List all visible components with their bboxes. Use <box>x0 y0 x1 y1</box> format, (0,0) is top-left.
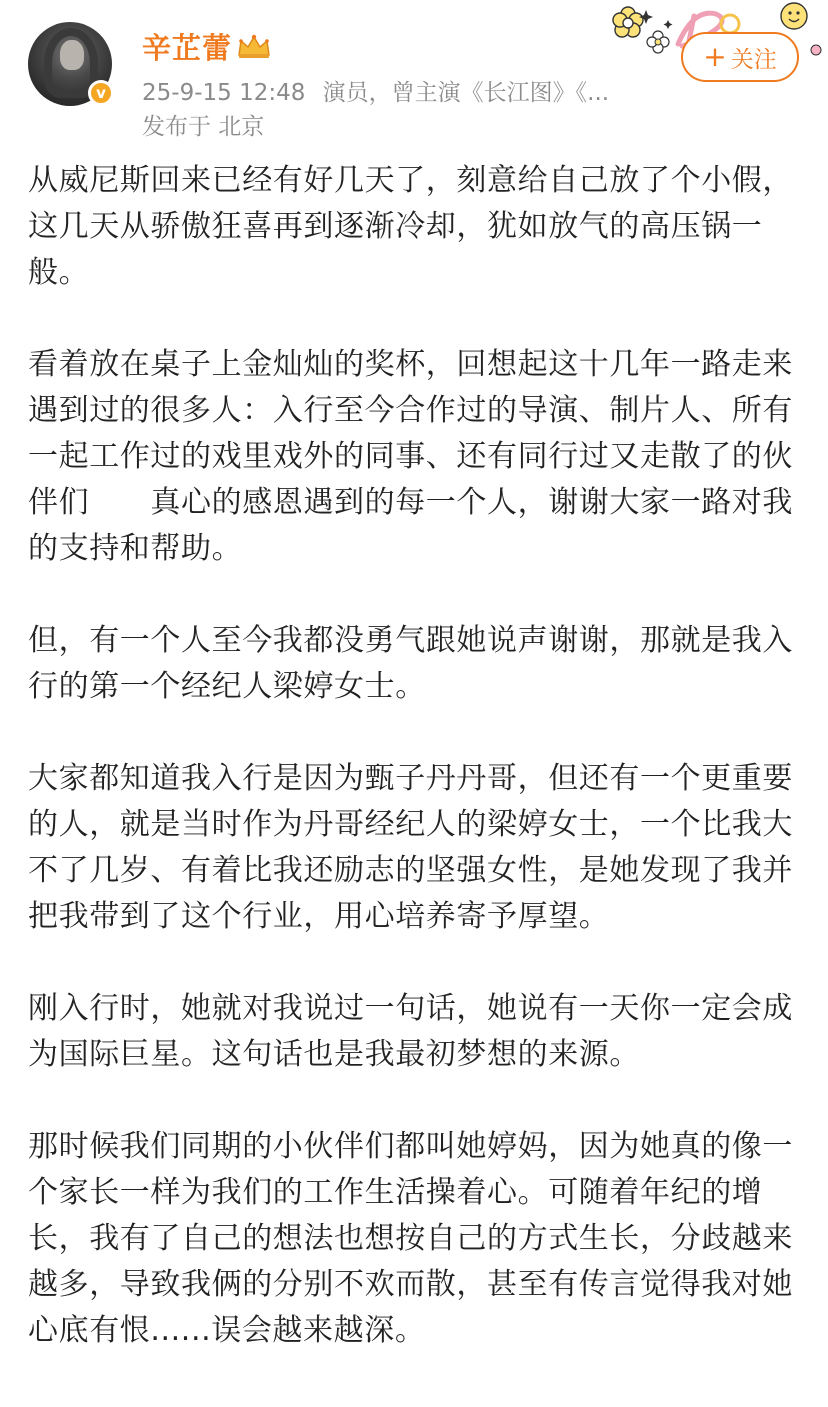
post-header <box>0 0 828 150</box>
author-description: 演员，曾主演《长江图》《... <box>322 80 610 106</box>
verified-badge-icon: v <box>88 80 114 106</box>
post-location: 发布于 北京 <box>142 114 265 140</box>
author-name[interactable]: 辛芷蕾 <box>142 31 233 65</box>
follow-button[interactable] <box>681 32 799 82</box>
paragraph-2: 看着放在桌子上金灿灿的奖杯，回想起这十几年一路走来遇到过的很多人：入行至今合作过的导演、制片人、所有一起工作过的戏里戏外的同事、还有同行过又走散了的伙伴们 真心的感恩遇到的每一个人，谢谢大家一路对我的支持和帮助。 <box>28 347 793 566</box>
paragraph-1: 从威尼斯回来已经有好几天了，刻意给自己放了个小假，这几天从骄傲狂喜再到逐渐冷却，犹如放气的高压锅一般。 <box>28 163 793 290</box>
post-timestamp: 25-9-15 12:48 <box>142 80 306 106</box>
follow-label: 关注 <box>730 46 777 73</box>
paragraph-3: 但，有一个人至今我都没勇气跟她说声谢谢，那就是我入行的第一个经纪人梁婷女士。 <box>28 623 793 704</box>
plus-icon: + <box>703 40 727 73</box>
avatar-face <box>60 40 84 70</box>
paragraph-6: 那时候我们同期的小伙伴们都叫她婷妈，因为她真的像一个家长一样为我们的工作生活操着心。可随着年纪的增长，我有了自己的想法也想按自己的方式生长，分歧越来越多，导致我俩的分别不欢而散，甚至有传言觉得我对她心底有恨......误会越来越深。 <box>28 1129 793 1348</box>
paragraph-4: 大家都知道我入行是因为甄子丹丹哥，但还有一个更重要的人，就是当时作为丹哥经纪人的梁婷女士，一个比我大不了几岁、有着比我还励志的坚强女性，是她发现了我并把我带到了这个行业，用心培养寄予厚望。 <box>28 761 793 934</box>
post-meta <box>142 74 632 107</box>
crown-icon <box>236 33 272 59</box>
post-body <box>28 158 800 1400</box>
paragraph-5: 刚入行时，她就对我说过一句话，她说有一天你一定会成为国际巨星。这句话也是我最初梦想的来源。 <box>28 991 793 1072</box>
